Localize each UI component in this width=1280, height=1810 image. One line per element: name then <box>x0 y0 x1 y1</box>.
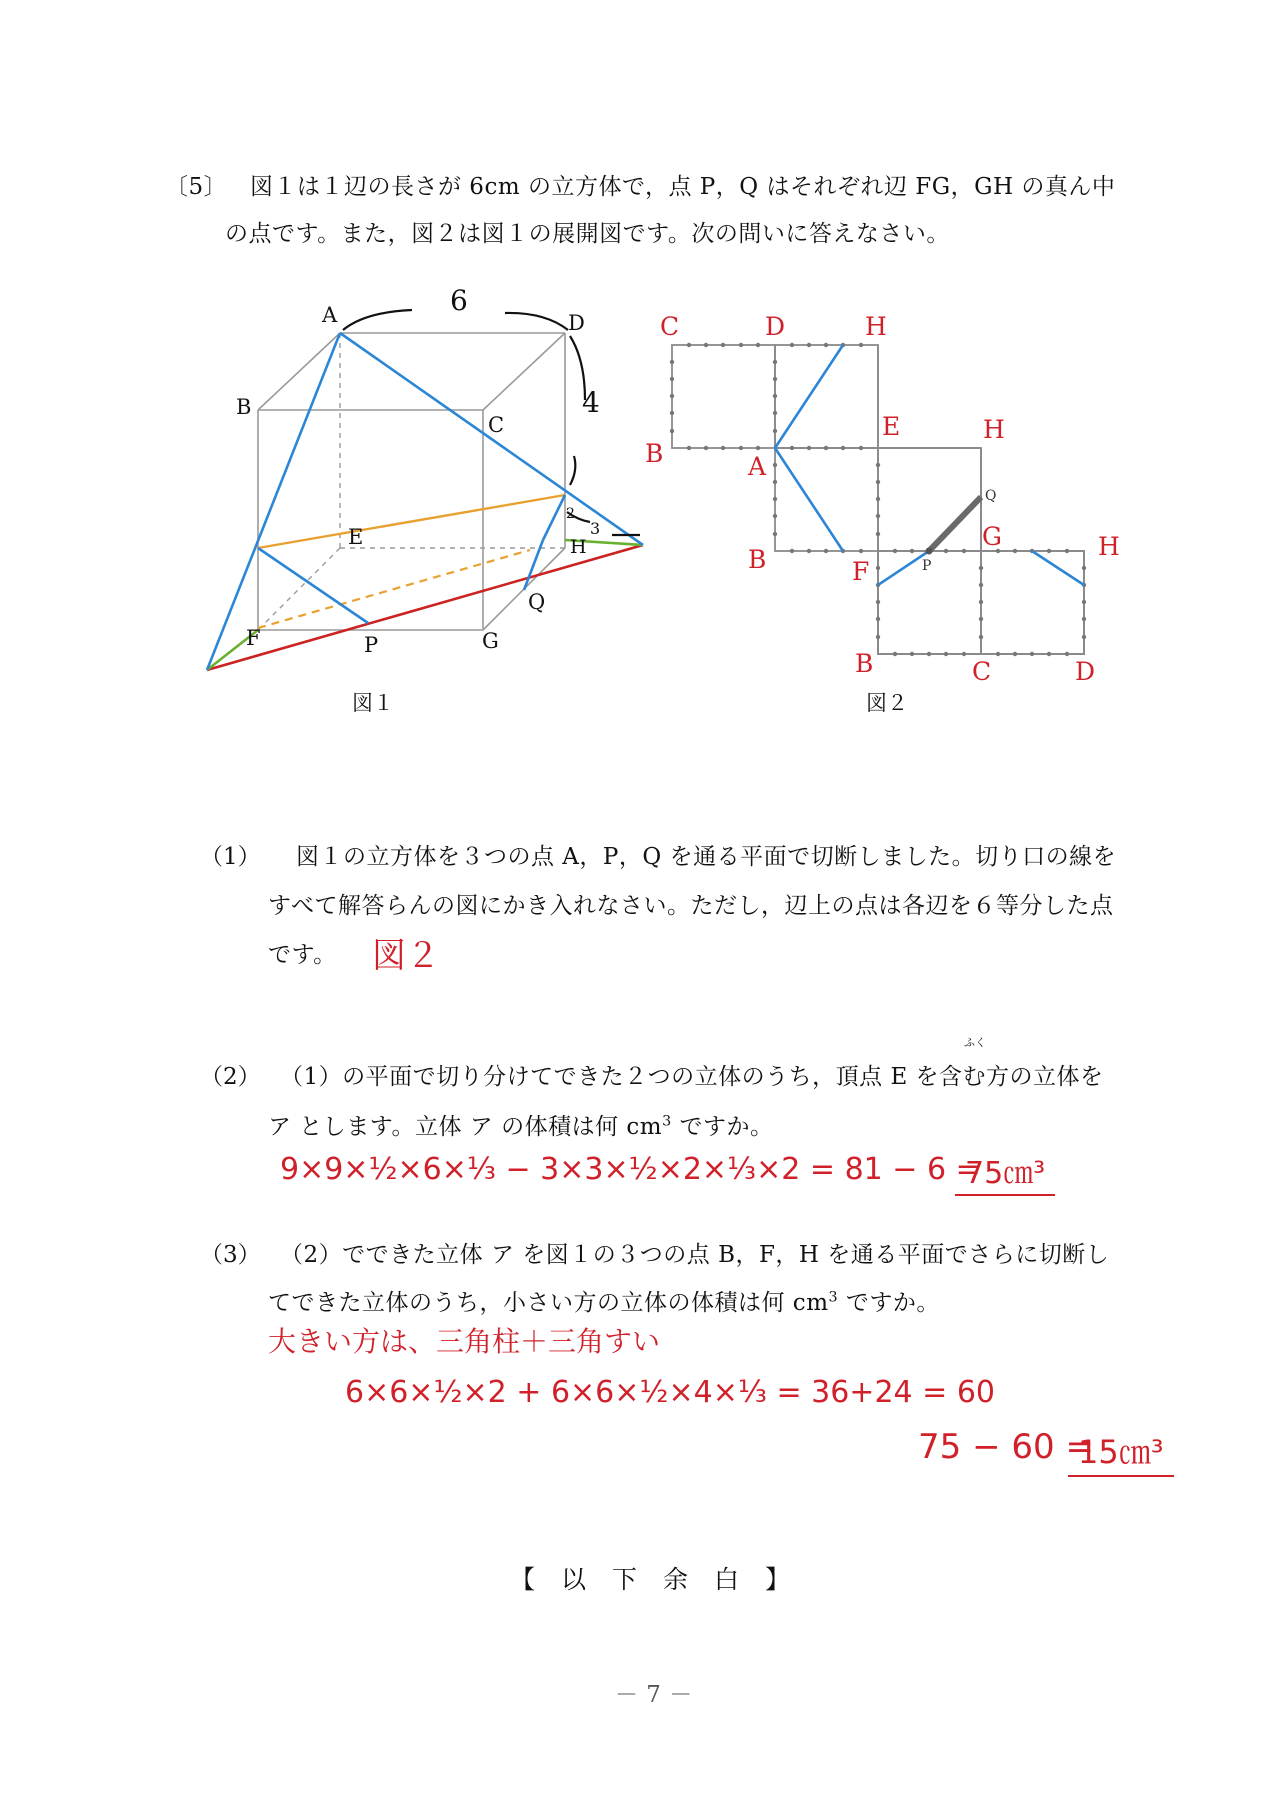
fig2-label-D2: D <box>1075 657 1096 686</box>
fig1-handwritten-4: 4 <box>582 386 600 419</box>
figure2-net <box>0 0 1280 760</box>
fig1-label-B: B <box>236 395 252 419</box>
fig1-label-A: A <box>322 303 338 327</box>
fig2-label-D1: D <box>765 312 786 341</box>
fig2-label-A1: A <box>748 452 767 481</box>
fig1-label-E: E <box>348 525 364 549</box>
q3-work2: 6×6×½×2 + 6×6×½×4×⅓ = 36+24 = 60 <box>345 1375 995 1410</box>
fig2-label-F1: F <box>852 557 870 586</box>
q1-line1: 図１の立方体を３つの点 A，P，Q を通る平面で切断しました。切り口の線を <box>296 844 1117 870</box>
fig2-label-B2: B <box>748 545 767 574</box>
fig1-label-G: G <box>482 629 499 653</box>
fig2-label-G1: G <box>982 522 1002 551</box>
q2-work: 9×9×½×6×⅓ − 3×3×½×2×⅓×2 = 81 − 6 = <box>280 1152 981 1187</box>
fig2-label-C1: C <box>660 312 680 341</box>
fig1-label-H: H <box>570 536 587 558</box>
q2-line2b: ですか。 <box>671 1114 774 1140</box>
fig2-label-B3: B <box>855 649 874 678</box>
fig2-label-Q: Q <box>985 488 997 504</box>
q1-line3: です。 <box>268 942 337 968</box>
q3-line1: （2）でできた立体 ア を図１の３つの点 B，F，H を通る平面でさらに切断し <box>280 1242 1110 1268</box>
fig2-caption: 図２ <box>866 691 908 715</box>
q3-answer: 15㎝³ <box>1068 1427 1174 1477</box>
q3-line2a: てできた立体のうち，小さい方の立体の体積は何 cm <box>268 1290 829 1316</box>
q3-number: （3） <box>200 1242 261 1268</box>
q2-line2a: ア とします。立体 ア の体積は何 cm <box>268 1114 663 1140</box>
fig1-label-D: D <box>568 311 585 335</box>
fig1-label-Q: Q <box>528 590 546 614</box>
q2-sup: 3 <box>662 1113 672 1130</box>
fig2-label-H2: H <box>983 415 1005 444</box>
fig1-label-P: P <box>364 633 379 657</box>
q2-ruby: ふく <box>964 1036 986 1049</box>
fig2-label-H3: H <box>1098 532 1120 561</box>
fig1-handwritten-3: 3 <box>590 519 601 538</box>
q3-work3: 75 − 60 = <box>918 1427 1094 1467</box>
blank-note: 【 以 下 余 白 】 <box>510 1565 791 1594</box>
q1-line2: すべて解答らんの図にかき入れなさい。ただし，辺上の点は各辺を６等分した点 <box>268 893 1114 919</box>
q3-work1: 大きい方は、三角柱＋三角すい <box>268 1325 661 1358</box>
fig1-label-C: C <box>488 413 505 437</box>
q3-line2b: ですか。 <box>838 1290 940 1316</box>
problem-intro-line2: の点です。また，図２は図１の展開図です。次の問いに答えなさい。 <box>225 221 950 247</box>
fig1-label-F: F <box>246 626 261 650</box>
fig1-handwritten-2: 2 <box>566 506 575 522</box>
fig1-caption: 図１ <box>352 691 394 715</box>
q3-sup: 3 <box>828 1289 839 1306</box>
q1-number: （1） <box>200 844 261 870</box>
fig2-label-P: P <box>922 558 932 574</box>
problem-intro-line1: 図１は１辺の長さが 6cm の立方体で，点 P，Q はそれぞれ辺 FG，GH の真ん中 <box>250 174 1116 200</box>
fig2-label-H1: H <box>865 312 887 341</box>
q2-line1: （1）の平面で切り分けてできた２つの立体のうち，頂点 E を含む方の立体を <box>280 1064 1104 1090</box>
fig2-label-E1: E <box>882 412 901 441</box>
q2-answer: 75㎝³ <box>955 1148 1055 1196</box>
q3-line2 <box>268 1284 940 1317</box>
fig1-handwritten-6: 6 <box>450 284 468 317</box>
problem-number: 〔5〕 <box>165 174 228 200</box>
fig2-label-C2: C <box>972 657 992 686</box>
q2-number: （2） <box>200 1064 261 1090</box>
page-number: － 7 － <box>615 1682 693 1708</box>
fig2-label-B1: B <box>645 439 664 468</box>
q2-line2 <box>268 1108 774 1141</box>
q1-answer: 図２ <box>372 936 440 976</box>
